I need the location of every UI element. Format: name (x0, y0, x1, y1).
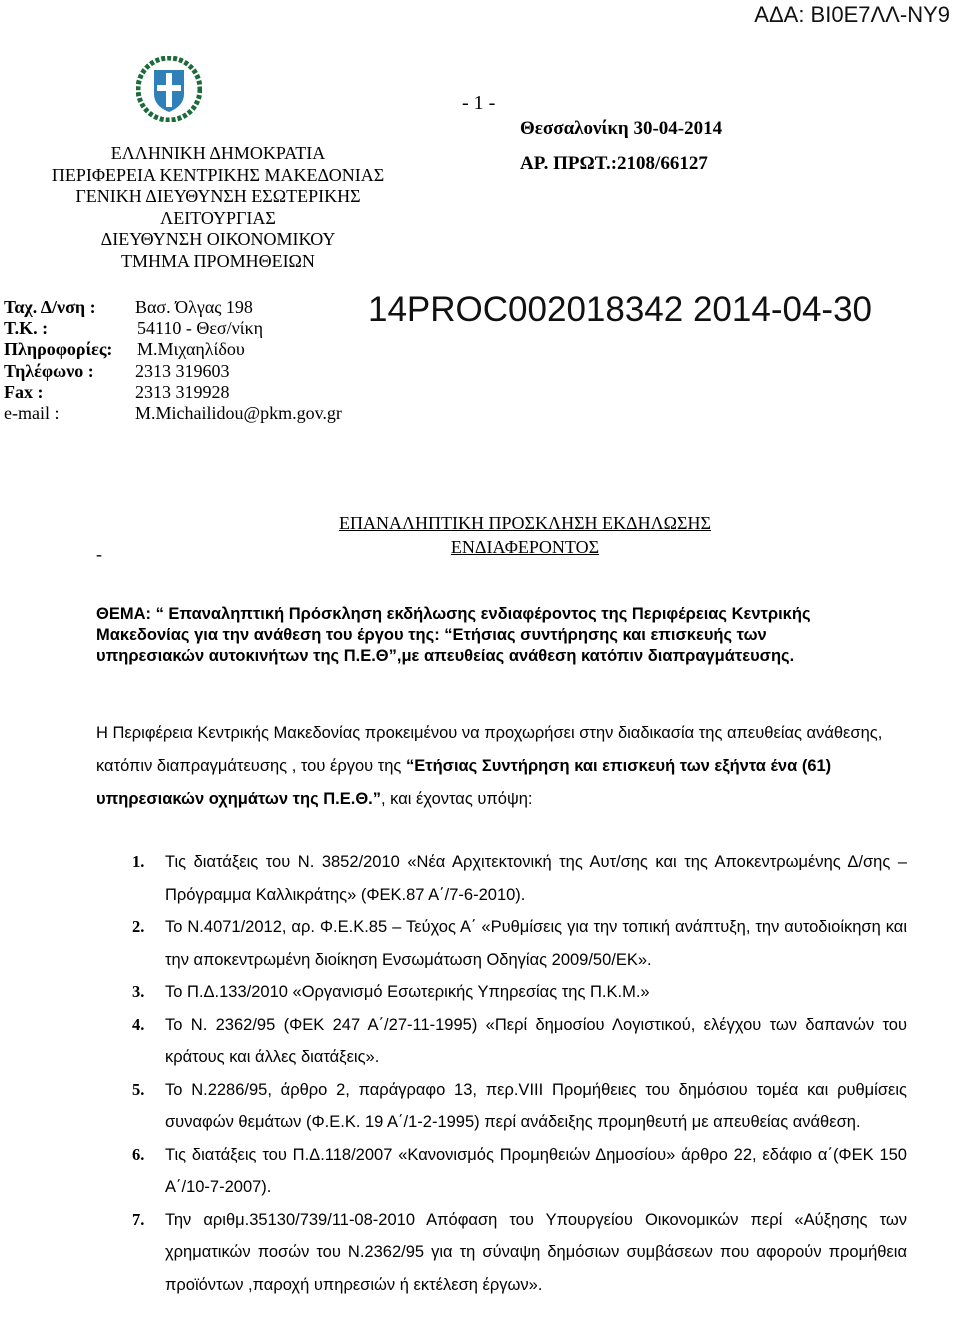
list-text: Το Ν.2286/95, άρθρο 2, παράγραφο 13, περ.VIII Προμήθειες του δημόσιου τομέα και ρυθμίσεις συναφών θεμάτων (Φ.Ε.Κ. 19 Α΄/1-2-1995) περί ανάδειξης προμηθευτή με απευθείας ανάθεση. (165, 1080, 907, 1131)
intro-text: , και έχοντας υπόψη: (381, 790, 533, 808)
page-number: - 1 - (462, 92, 496, 114)
intro-text: Η Περιφέρεια Κεντρικής Μακεδονίας προκειμένου να προχωρήσει στην διαδικασία της απευθείας ανάθεσης, κατόπιν διαπραγμάτευσης , του έργου της (96, 724, 883, 775)
contact-label: e-mail : (4, 402, 60, 423)
contact-label: Fax : (4, 381, 44, 402)
org-line: ΤΜΗΜΑ ΠΡΟΜΗΘΕΙΩΝ (121, 250, 315, 271)
contact-label: Τηλέφωνο : (4, 360, 94, 381)
list-number: 7. (132, 1209, 145, 1229)
heading-line: ΕΝΔΙΑΦΕΡΟΝΤΟΣ (450, 537, 600, 557)
heading-line: ΕΠΑΝΑΛΗΠΤΙΚΗ ΠΡΟΣΚΛΗΣΗ ΕΚΔΗΛΩΣΗΣ (339, 513, 711, 533)
list-text: Τις διατάξεις του Ν. 3852/2010 «Νέα Αρχιτεκτονική της Αυτ/σης και της Αποκεντρωμένης Δ/σης – Πρόγραμμα Καλλικράτης» (ΦΕΚ.87 Α΄/7-6-2010). (165, 853, 907, 904)
subject-paragraph: ΘΕΜΑ: “ Επαναληπτική Πρόσκληση εκδήλωσης ενδιαφέροντος της Περιφέρειας Κεντρικής Μακεδονίας για την ανάθεση του έργου της: “Ετήσιας συντήρησης και επισκευής των υπηρεσιακών αυτοκινήτων της Π.Ε.Θ”,με απευθείας ανάθεση κατόπιν διαπραγμάτευσης. (96, 605, 811, 665)
org-line: ΕΛΛΗΝΙΚΗ ΔΗΜΟΚΡΑΤΙΑ (110, 143, 326, 163)
list-item (132, 1074, 907, 1139)
list-text: Το Π.Δ.133/2010 «Οργανισμό Εσωτερικής Υπηρεσίας της Π.Κ.Μ.» (165, 983, 650, 1001)
dash-mark: - (96, 544, 102, 564)
list-text: Την αριθμ.35130/739/11-08-2010 Απόφαση του Υπουργείου Οικονομικών περί «Αύξησης των χρηματικών ποσών του Ν.2362/95 για τη σύναψη δημόσιων συμβάσεων που αφορούν προμήθεια προϊόντων ,παροχή υπηρεσιών ή εκτέλεση έργων». (165, 1210, 907, 1294)
contact-label: Τ.Κ. : (4, 318, 49, 339)
list-item (132, 1204, 907, 1302)
list-item (132, 1139, 907, 1204)
ada-code: ΑΔΑ: ΒΙ0Ε7ΛΛ-ΝΥ9 (754, 2, 950, 27)
greek-coat-of-arms-icon (136, 56, 202, 122)
intro-paragraph (96, 717, 886, 816)
organization-header (48, 143, 388, 272)
contact-value: 54110 - Θεσ/νίκη (137, 318, 264, 339)
list-number: 6. (132, 1144, 145, 1164)
document-heading (240, 511, 810, 559)
list-number: 5. (132, 1079, 145, 1099)
org-line: ΓΕΝΙΚΗ ΔΙΕΥΘΥΝΣΗ ΕΣΩΤΕΡΙΚΗΣ (75, 186, 361, 206)
org-line: ΠΕΡΙΦΕΡΕΙΑ ΚΕΝΤΡΙΚΗΣ ΜΑΚΕΔΟΝΙΑΣ (51, 164, 385, 185)
list-number: 3. (132, 982, 145, 1001)
list-text: Το Ν.4071/2012, αρ. Φ.Ε.Κ.85 – Τεύχος Α΄ «Ρυθμίσεις για την τοπική ανάπτυξη, την αυτοδιοίκηση και την αποκεντρωμένη διοίκηση Ενσωμάτωση Οδηγίας 2009/50/ΕΚ». (165, 918, 907, 969)
list-number: 2. (132, 917, 145, 936)
contact-label: Πληροφορίες: (4, 339, 113, 360)
contact-value: 2313 319603 (135, 360, 230, 381)
procurement-id: 14PROC002018342 2014-04-30 (368, 290, 872, 329)
list-item (132, 846, 907, 911)
list-number: 4. (132, 1014, 145, 1034)
org-line: ΔΙΕΥΘΥΝΣΗ ΟΙΚΟΝΟΜΙΚΟΥ (100, 229, 336, 249)
list-item (132, 976, 907, 1009)
list-item (132, 1009, 907, 1074)
list-item (132, 911, 907, 976)
org-line: ΛΕΙΤΟΥΡΓΙΑΣ (160, 207, 276, 228)
contact-value: Βασ. Όλγας 198 (135, 297, 253, 317)
contact-value: Μ.Μιχαηλίδου (137, 339, 245, 360)
contact-label: Ταχ. Δ/νση : (4, 297, 96, 317)
date-line: Θεσσαλονίκη 30-04-2014 (520, 118, 723, 139)
list-text: Το Ν. 2362/95 (ΦΕΚ 247 Α΄/27-11-1995) «Περί δημοσίου Λογιστικού, ελέγχου των δαπανών του κράτους και άλλες διατάξεις». (165, 1015, 907, 1066)
protocol-number: ΑΡ. ΠΡΩΤ.:2108/66127 (520, 153, 708, 174)
considerations-list (132, 846, 907, 1301)
list-number: 1. (132, 852, 145, 871)
intro-project-title: “Ετήσιας Συντήρηση και επισκευή των εξήντα ένα (61) υπηρεσιακών οχημάτων της Π.Ε.Θ.” (96, 757, 832, 808)
contact-email: M.Michailidou@pkm.gov.gr (135, 402, 342, 423)
contact-value: 2313 319928 (135, 381, 230, 402)
list-text: Τις διατάξεις του Π.Δ.118/2007 «Κανονισμός Προμηθειών Δημοσίου» άρθρο 22, εδάφιο α΄(ΦΕΚ 150 Α΄/10-7-2007). (165, 1145, 907, 1196)
